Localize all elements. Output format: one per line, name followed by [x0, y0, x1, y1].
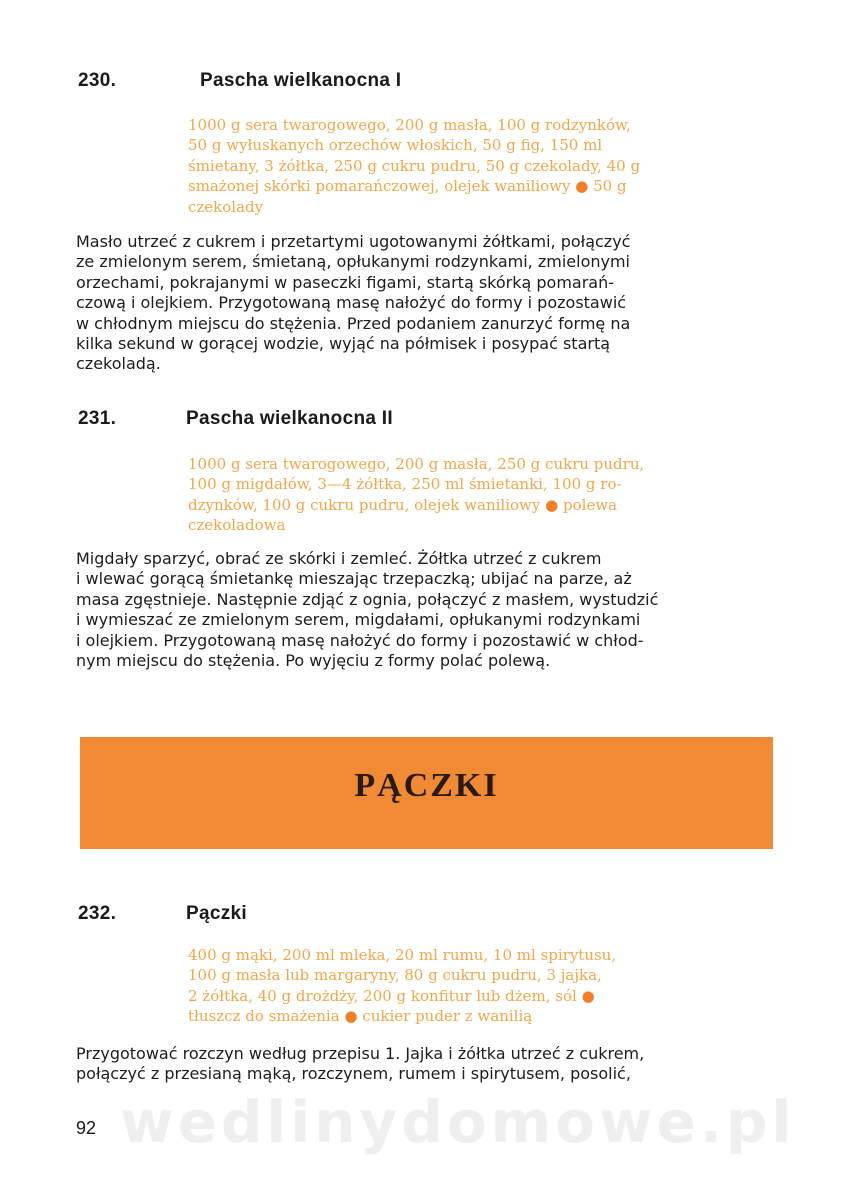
page-number: 92 — [76, 1118, 97, 1138]
watermark: wedlinydomowe.pl — [120, 1088, 796, 1156]
method-line: i wlewać gorącą śmietankę mieszając trzepaczką; ubijać na parze, aż — [76, 569, 632, 589]
ingredients-line: czekolady — [188, 197, 264, 216]
recipe-number: 231. — [78, 408, 117, 429]
method-line: Migdały sparzyć, obrać ze skórki i zemleć. Żółtka utrzeć z cukrem — [76, 549, 602, 568]
bullet-separator: ● — [344, 1007, 358, 1026]
ingredients-line: 100 g masła lub margaryny, 80 g cukru pudru, 3 jajka, — [188, 966, 602, 985]
section-banner-title: PĄCZKI — [354, 767, 499, 804]
ingredients-line: śmietany, 3 żółtka, 250 g cukru pudru, 50 g czekolady, 40 g — [188, 156, 641, 175]
recipe-method-231 — [76, 549, 776, 671]
ingredients-line: czekoladowa — [188, 516, 286, 535]
recipe-title: Pascha wielkanocna II — [186, 408, 393, 429]
method-line: czekoladą. — [76, 354, 161, 374]
method-line: w chłodnym miejscu do stężenia. Przed podaniem zanurzyć formę na — [76, 313, 631, 333]
ingredients-line: smażonej skórki pomarańczowej, olejek waniliowy ● 50 g — [188, 177, 627, 196]
ingredients-line: dzynków, 100 g cukru pudru, olejek waniliowy ● polewa — [188, 495, 618, 514]
method-line: Przygotować rozczyn według przepisu 1. Jajka i żółtka utrzeć z cukrem, — [76, 1044, 645, 1063]
recipe-number: 232. — [78, 903, 117, 924]
recipe-method-230 — [76, 232, 776, 375]
ingredients-line: tłuszcz do smażenia ● cukier puder z wanilią — [188, 1007, 533, 1026]
ingredients-line: 2 żółtka, 40 g drożdży, 200 g konfitur lub dżem, sól ● — [188, 986, 595, 1005]
method-line: orzechami, pokrajanymi w paseczki figami, startą skórką pomarań- — [76, 272, 615, 292]
ingredients-line: 400 g mąki, 200 ml mleka, 20 ml rumu, 10 ml spirytusu, — [188, 946, 617, 964]
recipe-number: 230. — [78, 70, 117, 91]
bullet-separator: ● — [581, 986, 595, 1005]
recipe-method-232 — [76, 1044, 776, 1085]
recipe-ingredients-232 — [188, 945, 776, 1027]
recipe-title: Pascha wielkanocna I — [200, 70, 402, 91]
ingredients-line: 50 g wyłuskanych orzechów włoskich, 50 g fig, 150 ml — [188, 136, 603, 155]
method-line: nym miejscu do stężenia. Po wyjęciu z formy polać polewą. — [76, 651, 551, 671]
ingredients-line: 1000 g sera twarogowego, 200 g masła, 100 g rodzynków, — [188, 116, 631, 134]
bullet-separator: ● — [575, 177, 589, 196]
method-line: kilka sekund w gorącej wodzie, wyjąć na półmisek i posypać startą — [76, 334, 611, 354]
ingredients-line: 100 g migdałów, 3—4 żółtka, 250 ml śmietanki, 100 g ro- — [188, 475, 622, 494]
method-line: połączyć z przesianą mąką, rozczynem, rumem i spirytusem, posolić, — [76, 1064, 631, 1084]
recipe-title: Pączki — [186, 903, 247, 924]
method-line: i wymieszać ze zmielonym serem, migdałami, opłukanymi rodzynkami — [76, 610, 641, 630]
method-line: masa zgęstnieje. Następnie zdjąć z ognia, połączyć z masłem, wystudzić — [76, 589, 659, 609]
recipe-ingredients-231 — [188, 454, 776, 536]
method-line: Masło utrzeć z cukrem i przetartymi ugotowanymi żółtkami, połączyć — [76, 232, 631, 251]
bullet-separator: ● — [545, 495, 559, 514]
section-banner — [80, 737, 773, 849]
method-line: czową i olejkiem. Przygotowaną masę nałożyć do formy i pozostawić — [76, 293, 627, 313]
method-line: i olejkiem. Przygotowaną masę nałożyć do formy i pozostawić w chłod- — [76, 630, 644, 650]
method-line: ze zmielonym serem, śmietaną, opłukanymi rodzynkami, zmielonymi — [76, 252, 630, 272]
ingredients-line: 1000 g sera twarogowego, 200 g masła, 250 g cukru pudru, — [188, 455, 645, 473]
recipe-ingredients-230 — [188, 115, 776, 217]
